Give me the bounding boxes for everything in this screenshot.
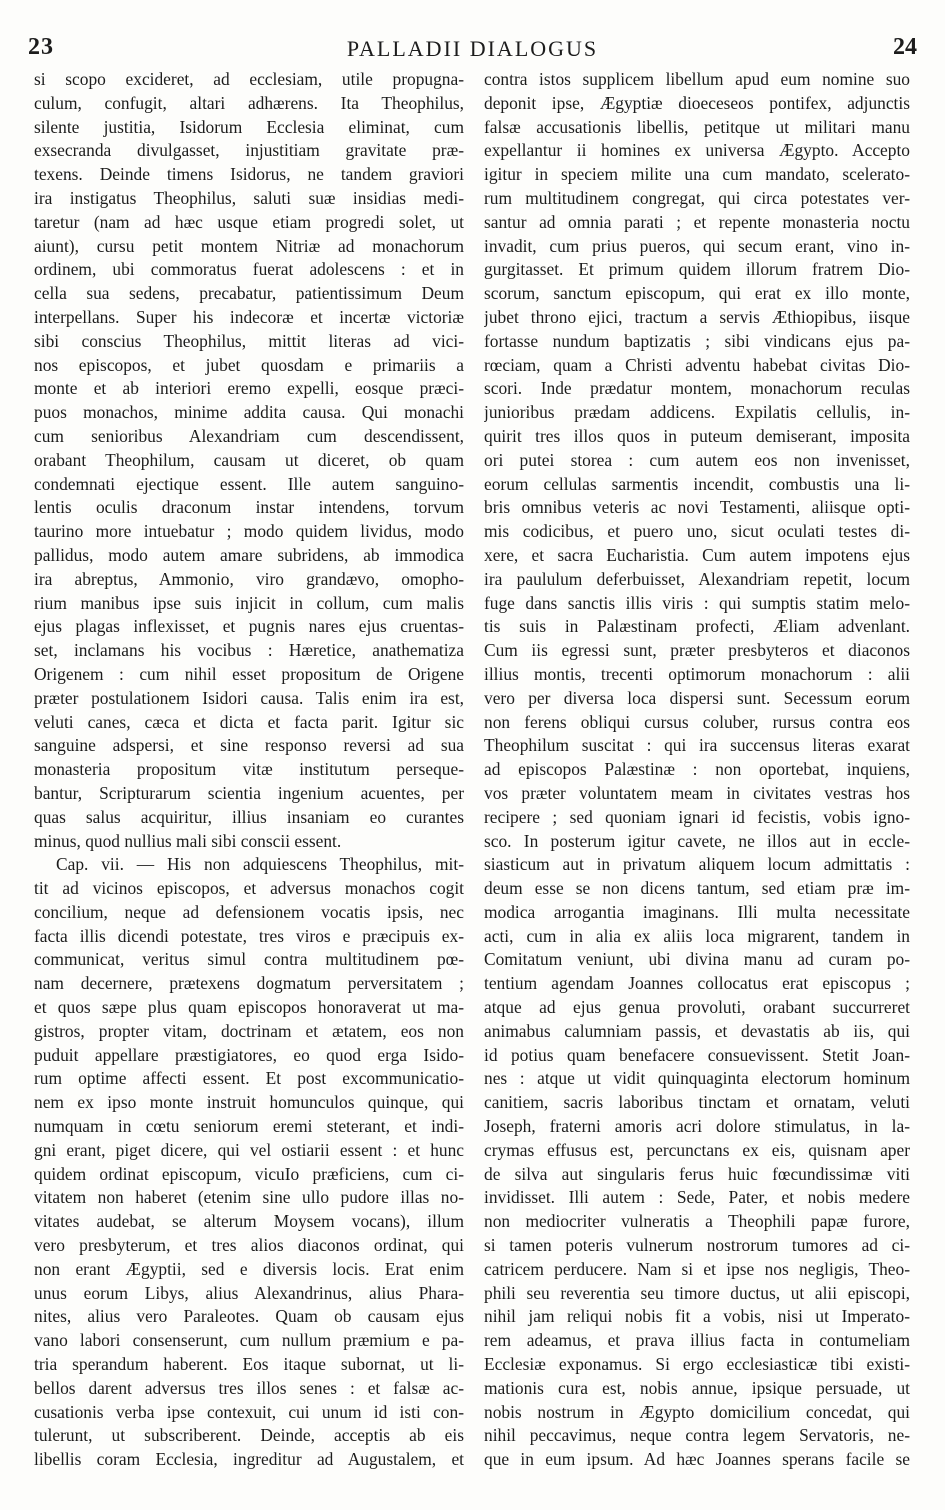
text-line: xere, et sacra Eucharistia. Cum autem impotens ejus (484, 544, 910, 565)
text-line: tentium agendam Joannes collocatus erat episcopus ; (484, 973, 910, 994)
text-line: deum esse se non dicens tantum, sed etiam præ im- (484, 878, 910, 899)
text-line: et quos sæpe plus quam episcopos honoraverat ut ma- (34, 997, 464, 1018)
text-line: tulerunt, ut subscriberent. Deinde, acceptis ab eis (34, 1425, 464, 1446)
text-line: fuge dans sanctis illis viris : qui sumptis statim melo- (484, 592, 910, 613)
text-line: igitur in speciem milite una cum mandato, scelerato- (484, 164, 910, 185)
text-line: minus, quod nullius mali sibi conscii essent. (34, 830, 342, 851)
text-line: bantur, Scripturarum scientia ingenium acuentes, per (34, 782, 464, 803)
text-line: santur ad omnia parati ; et repente monasteria noctu (484, 211, 910, 232)
right-text-column (484, 68, 910, 1472)
text-line: nam decernere, prætexens dogmatum perversitatem ; (34, 973, 464, 994)
text-line: nihil jam reliqui nobis fit a vobis, nisi ut Imperato- (484, 1306, 910, 1327)
text-line: junioribus prædam addicens. Expilatis cellulis, in- (484, 402, 910, 423)
text-line: invidisset. Illi autem : Sede, Pater, et nobis medere (484, 1187, 910, 1208)
text-line: ira instigatus Theophilus, saluti suæ insidias medi- (34, 187, 464, 208)
text-line: acti, cum in alia ex aliis loca migrarent, tandem in (484, 925, 910, 946)
text-line: Joseph, fraterni amoris acri dolore stimulatus, in la- (484, 1116, 910, 1137)
text-line: Theophilum suscitat : qui ira succensus literas exarat (484, 735, 910, 756)
text-line: Ecclesiæ exponamus. Si ergo ecclesiasticæ tibi existi- (484, 1354, 910, 1375)
text-line: deponit ipse, Ægyptiæ dioeceseos pontifex, adjunctis (484, 92, 910, 113)
text-line: Cap. vii. — His non adquiescens Theophilus, mit- (56, 854, 464, 875)
text-line: veluti canes, cæca et dicta et facta parit. Igitur sic (34, 711, 464, 732)
text-line: scorum, sanctum episcopum, qui erat ex illo monte, (484, 283, 910, 304)
text-line: vero per diversa loca dispersi sunt. Secessum eorum (484, 687, 910, 708)
text-line: Comitatum veniunt, ubi divina manu ad curam po- (484, 949, 910, 970)
text-line: recipere ; sed quoniam ignari id fecistis, vobis igno- (484, 806, 910, 827)
text-line: sibi conscius Theophilus, mittit literas ad vici- (34, 330, 464, 351)
text-line: vitatem non haberet (etenim sine ullo pudore illas no- (34, 1187, 464, 1208)
text-line: vitates audebat, se alterum Moysem vocans), illum (34, 1211, 464, 1232)
text-line: Origenem : cum nihil esset propositum de Origene (34, 663, 464, 684)
text-line: nobis nostrum in Ægypto domicilium concedat, qui (484, 1401, 910, 1422)
text-line: orabant Theophilum, causam ut diceret, ob quam (34, 449, 464, 470)
text-line: præter postulationem Isidori causa. Talis enim ira est, (34, 687, 464, 708)
text-line: texens. Deinde timens Isidorus, ne tandem graviori (34, 164, 464, 185)
text-line: puduit appellare præstigiatores, eo quod erga Isido- (34, 1044, 464, 1065)
text-line: ejus plagas inflexisset, et pugnis nares ejus cruentas- (34, 616, 464, 637)
text-line: jubet throno ejici, tractum a servis Æthiopibus, iisque (484, 306, 910, 327)
text-line: tis suis in Palæstinam profecti, Æliam advenlant. (484, 616, 910, 637)
text-line: ordinem, ubi commoratus fuerat adolescens : et in (34, 259, 464, 280)
text-line: monte et ab interiori eremo expelli, eosque præci- (34, 378, 464, 399)
text-line: contra istos supplicem libellum apud eum nomine suo (484, 69, 910, 89)
text-line: Cum iis egressi sunt, præter presbyteros et diaconos (484, 640, 910, 661)
text-line: lentis oculis draconum instar intendens, torvum (34, 497, 464, 518)
text-line: illius montis, trecenti optimorum monachorum : alii (484, 663, 910, 684)
text-line: que in eum ipsum. Ad hæc Joannes sperans facile se (484, 1449, 910, 1470)
text-line: cella sua sedens, precabatur, patientissimum Deum (34, 283, 464, 304)
text-line: ad episcopos Palæstinæ : non oportebat, inquiens, (484, 759, 910, 780)
text-line: eorum cellulas sarmentis incendit, combustis una li- (484, 473, 910, 494)
text-line: tit ad vicinos episcopos, et adversus monachos cogit (34, 878, 464, 899)
text-line: phili seu reverentia seu timore ductus, ut alii episcopi, (484, 1282, 910, 1303)
text-line: ira abreptus, Ammonio, viro grandævo, omopho- (34, 568, 464, 589)
text-line: non erant Ægyptii, sed e diversis locis. Erat enim (34, 1258, 464, 1279)
text-line: non mediocriter vulneratis a Theophili papæ furore, (484, 1211, 910, 1232)
text-line: silente justitia, Isidorum Ecclesia eliminat, cum (34, 116, 464, 137)
text-line: nos episcopos, et jubet quosdam e primariis a (34, 354, 464, 375)
text-line: rum optime affecti essent. Et post excommunicatio- (34, 1068, 464, 1089)
text-line: vano labori consenserunt, cum nullum præmium e pa- (34, 1330, 464, 1351)
text-line: taurino more intuebatur ; modo quidem lividus, modo (34, 521, 464, 542)
text-line: vos præter voluntatem meam in civitates vestras hos (484, 782, 910, 803)
text-line: communicat, veritus simul contra multitudinem pœ- (34, 949, 464, 970)
text-line: gurgitasset. Et primum quidem illorum fratrem Dio- (484, 259, 910, 280)
text-line: siasticum aut in privatum aliquem locum admittatis : (484, 854, 910, 875)
text-line: set, inclamans his vocibus : Hæretice, anathematiza (34, 640, 464, 661)
text-line: nem ex ipso monte instruit homunculos quinque, qui (34, 1092, 464, 1113)
text-line: id potius quam benefacere consuevissent. Stetit Joan- (484, 1044, 910, 1065)
text-line: exsecranda divulgasset, injustitiam gravitate præ- (34, 140, 464, 161)
text-line: si tamen poteris vulnerum nostrorum tumores ad ci- (484, 1235, 910, 1256)
text-line: ira paululum deferbuisset, Alexandriam repetit, locum (484, 568, 910, 589)
text-line: quidem ordinat episcopum, vicuIo præficiens, cum ci- (34, 1163, 464, 1184)
text-line: expellantur ii homines ex universa Ægypto. Accepto (484, 140, 910, 161)
text-line: crymas effusus est, percunctans ex eis, quisnam aper (484, 1139, 910, 1160)
text-line: non ferens obliqui cursus coluber, rursus contra eos (484, 711, 910, 732)
text-line: nites, alius vero Paraleotes. Quam ob causam ejus (34, 1306, 464, 1327)
text-line: cum senioribus Alexandriam cum descendissent, (34, 425, 464, 446)
text-line: fortasse nundum baptizatis ; sibi vindicans ejus pa- (484, 330, 910, 351)
text-line: quas salus acquiritur, illius insaniam eo curantes (34, 806, 464, 827)
text-line: modica arrogantia imaginans. Illi multa necessitate (484, 901, 910, 922)
left-text-column (34, 68, 464, 1472)
text-line: cusationis verba ipse contexuit, cui unum id isti con- (34, 1401, 464, 1422)
text-line: rem adeamus, et prava illius facta in contumeliam (484, 1330, 910, 1351)
page-number-left: 23 (28, 34, 54, 60)
text-line: vero presbyterum, et tres alios diaconos ordinat, qui (34, 1235, 464, 1256)
text-line: atque ad ejus genua provoluti, orabant succurreret (484, 997, 910, 1018)
text-line: interpellans. Super his indecoræ et incertæ victoriæ (34, 306, 464, 327)
text-line: de silva aut singularis ferus huic fœcundissimæ viti (484, 1163, 910, 1184)
text-line: monasteria propositum vitæ institutum perseque- (34, 759, 464, 780)
text-line: sanguine adspersi, et sine responso reversi ad sua (34, 735, 464, 756)
text-line: aiunt), cursu petit montem Nitriæ ad monachorum (34, 235, 464, 256)
text-line: scori. Inde prædatur montem, monachorum reculas (484, 378, 910, 399)
text-line: facta illis dicendi potestate, tres viros e præcipuis ex- (34, 925, 464, 946)
text-line: sco. In posterum igitur cavete, ne illos aut in eccle- (484, 830, 910, 851)
text-line: rium manibus ipse suis injicit in collum, cum malis (34, 592, 464, 613)
text-line: gni erant, piget dicere, qui vel ostiarii essent : et hunc (34, 1139, 464, 1160)
text-line: bellos darent adversus tres illos senes : et falsæ ac- (34, 1377, 464, 1398)
page-number-right: 24 (893, 34, 917, 60)
text-line: nihil peccavimus, neque contra legem Servatoris, ne- (484, 1425, 910, 1446)
text-line: libellis coram Ecclesia, ingreditur ad Augustalem, et (34, 1449, 464, 1470)
text-line: nes : atque ut vidit quinquaginta electorum hominum (484, 1068, 910, 1089)
text-line: mis codicibus, et puero uno, sicut oculati testes di- (484, 521, 910, 542)
text-line: falsæ accusationis libellis, petitque ut militari manu (484, 116, 910, 137)
text-line: quirit tres illos quos in puteum demiserant, imposita (484, 425, 910, 446)
text-line: invadit, cum prius pueros, qui secum erant, vino in- (484, 235, 910, 256)
text-line: numquam in cœtu seniorum eremi steterant, et indi- (34, 1116, 464, 1137)
text-line: catricem perducere. Nam si et ipse nos negligis, Theo- (484, 1258, 910, 1279)
text-line: condemnati ejectique essent. Ille autem sanguino- (34, 473, 464, 494)
text-line: puos monachos, minime addita causa. Qui monachi (34, 402, 464, 423)
text-line: concilium, neque ad defensionem vocatis ipsis, nec (34, 901, 464, 922)
text-line: rœciam, quam a Christi adventu habebat civitas Dio- (484, 354, 910, 375)
text-line: culum, confugit, altari adhærens. Ita Theophilus, (34, 92, 464, 113)
text-line: bris omnibus veteris ac novi Testamenti, aliisque opti- (484, 497, 910, 518)
text-line: gistros, propter vitam, doctrinam et ætatem, eos non (34, 1020, 464, 1041)
text-line: pallidus, modo autem amare subridens, ab immodica (34, 544, 464, 565)
text-line: si scopo excideret, ad ecclesiam, utile propugna- (34, 69, 464, 89)
text-line: canitiem, sacris laboribus tinctam et ornatam, veluti (484, 1092, 910, 1113)
page-header (28, 28, 917, 62)
text-line: ori putei storea : cum autem eos non invenisset, (484, 449, 910, 470)
text-line: rum multitudinem congregat, qui circa potestates ver- (484, 187, 910, 208)
running-title: PALLADII DIALOGUS (346, 36, 599, 61)
text-line: unus eorum Libys, alius Alexandrinus, alius Phara- (34, 1282, 464, 1303)
text-line: tria sperandum haberent. Eos itaque subornat, ut li- (34, 1354, 464, 1375)
text-line: mationis cura est, nobis annue, ipsique persuade, ut (484, 1377, 910, 1398)
text-line: animabus calumniam passis, et devastatis ab iis, qui (484, 1020, 910, 1041)
text-line: taretur (nam ad hæc usque etiam progredi solet, ut (34, 211, 464, 232)
